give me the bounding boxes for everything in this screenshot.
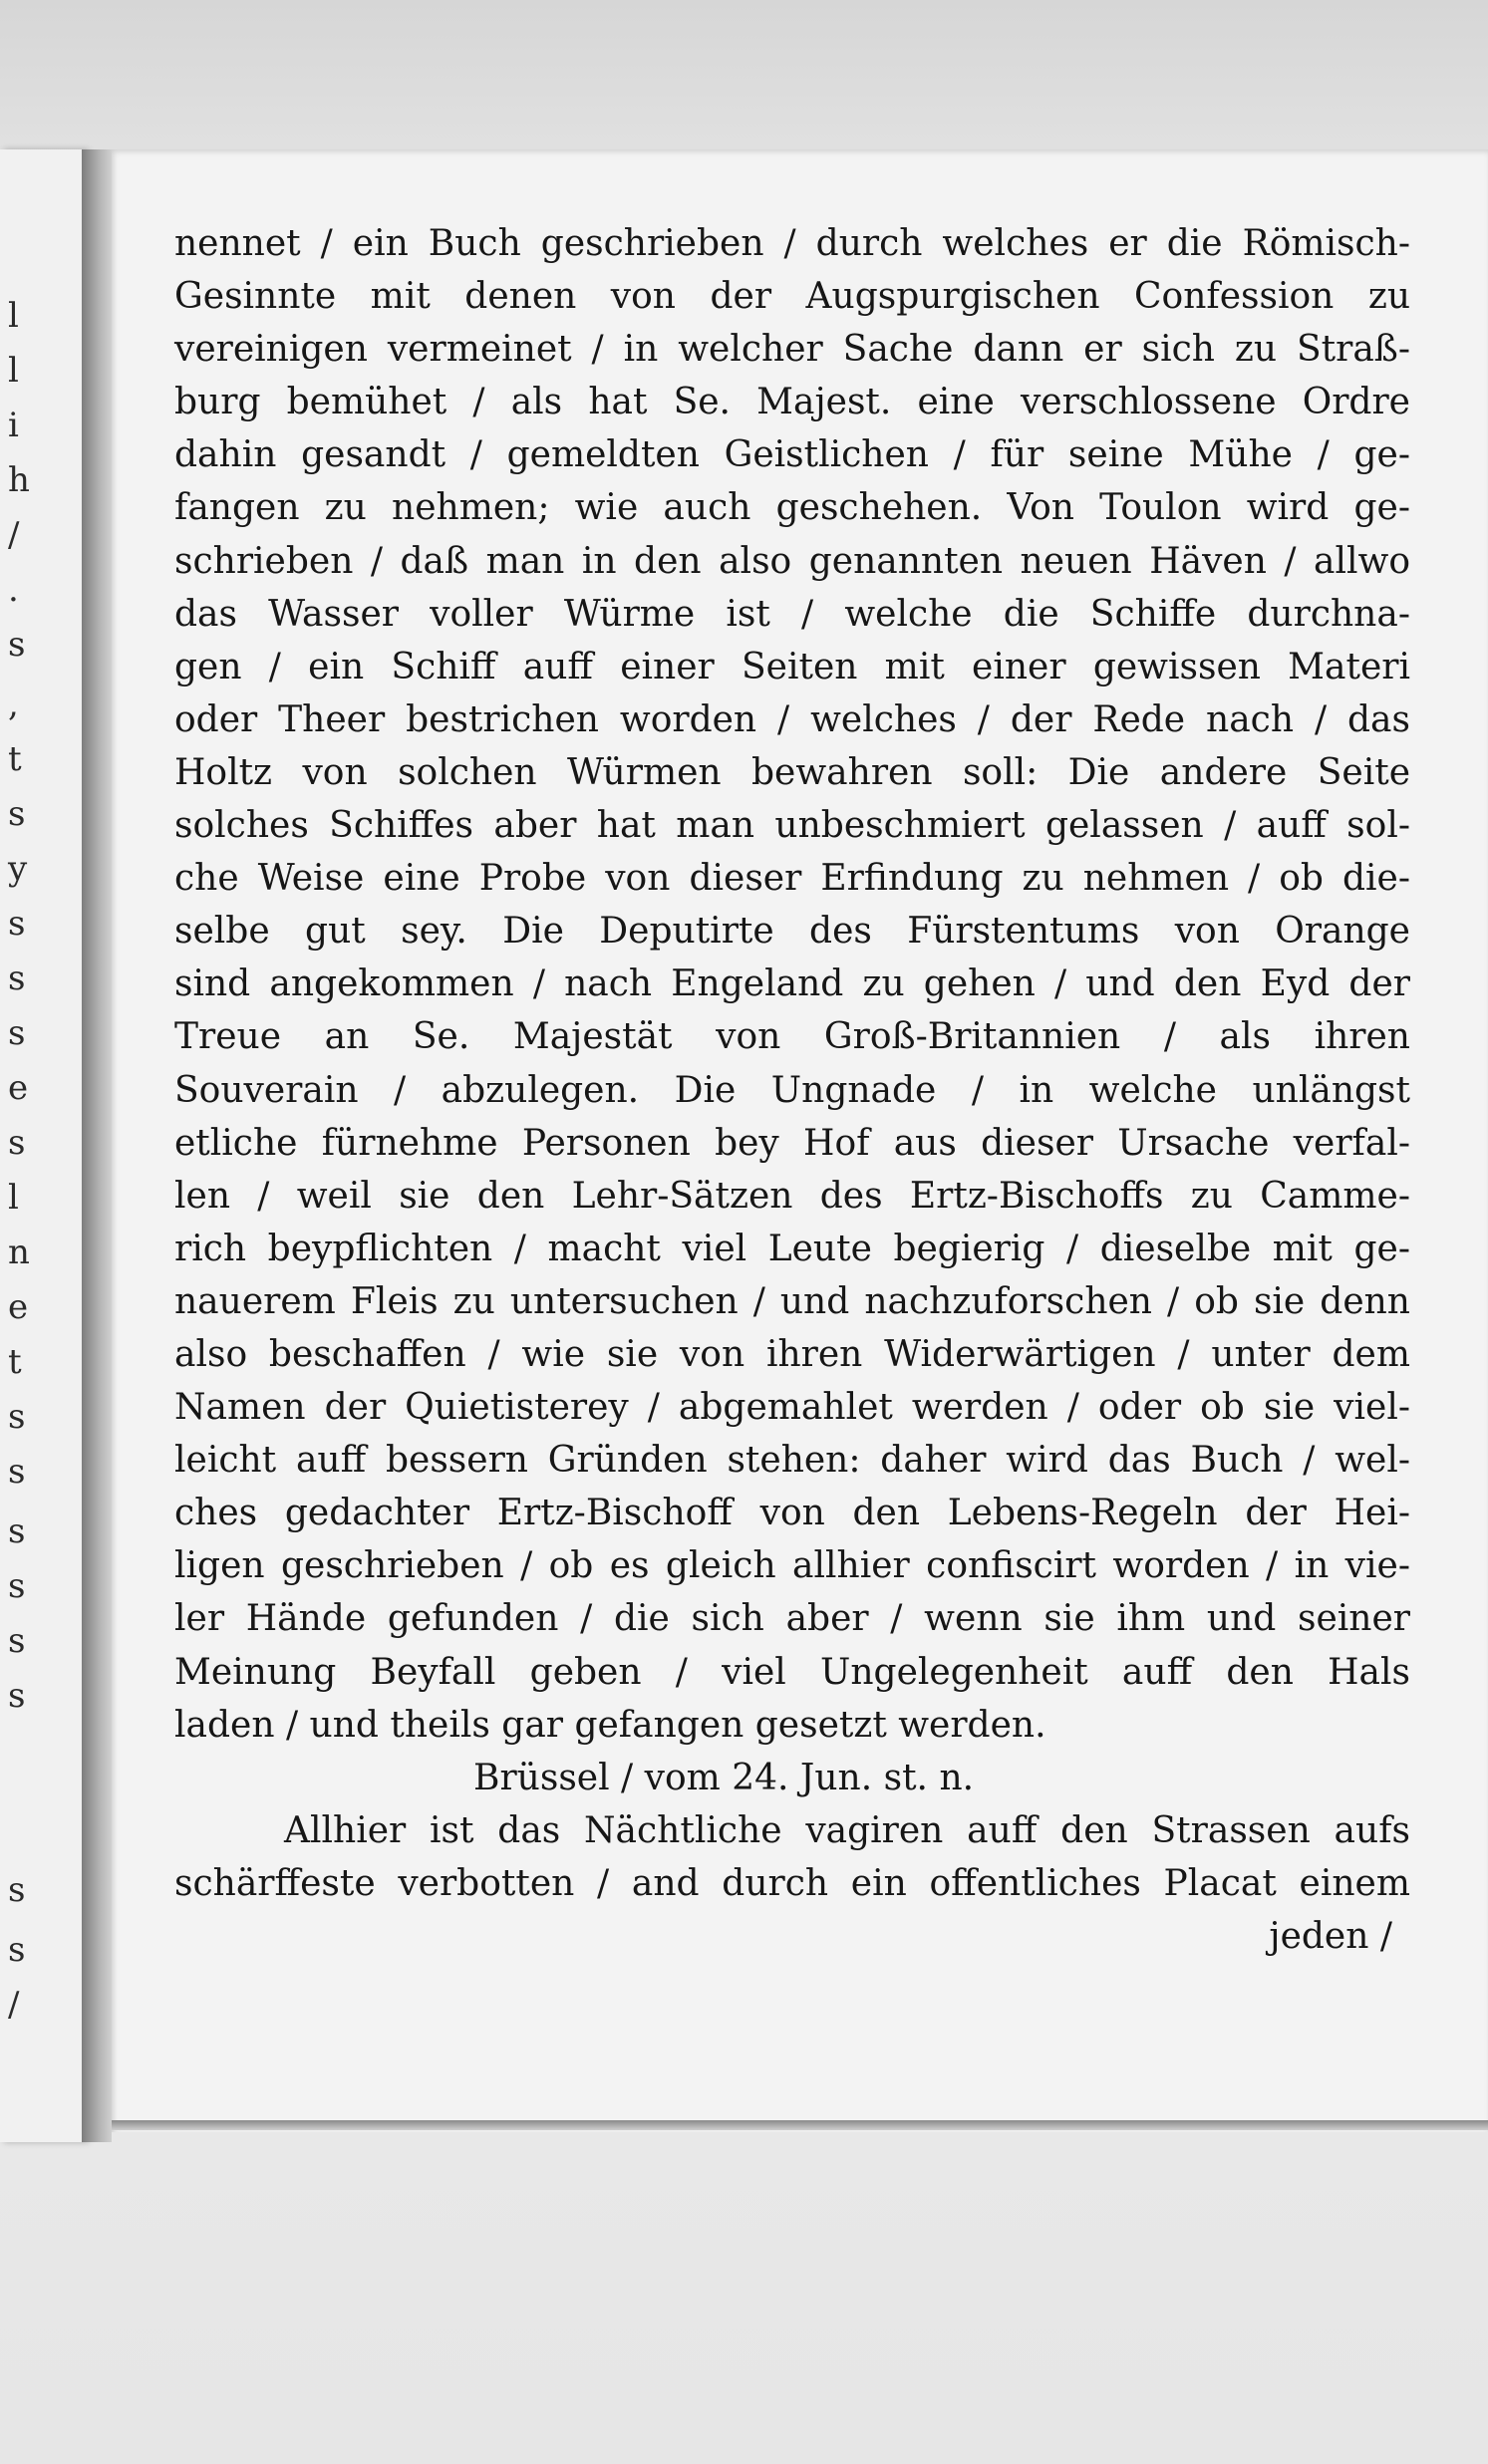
left-page-glyph: s	[8, 1621, 26, 1661]
left-page-glyph: /	[8, 1985, 20, 2025]
text-line: len / weil sie den Lehr-Sätzen des Ertz-Bischoffs zu Camme-	[174, 1175, 1410, 1217]
left-page-glyph: l	[8, 1178, 19, 1218]
text-line: nauerem Fleis zu untersuchen / und nachzuforschen / ob sie denn	[174, 1280, 1410, 1322]
text-line: nennet / ein Buch geschrieben / durch welches er die Römisch-	[174, 223, 1410, 264]
left-page-glyph: l	[8, 351, 19, 391]
text-line: schärffeste verbotten / and durch ein offentliches Placat einem	[174, 1862, 1410, 1904]
left-page-glyph: e	[8, 1287, 29, 1327]
text-line: Meinung Beyfall geben / viel Ungelegenheit auff den Hals	[174, 1651, 1410, 1693]
left-page-glyph: e	[8, 1068, 29, 1108]
page-bottom-shadow	[112, 2120, 1488, 2130]
left-page-glyph: s	[8, 1870, 26, 1910]
text-line: Treue an Se. Majestät von Groß-Britannien / als ihren	[174, 1016, 1410, 1058]
text-line: leicht auff bessern Gründen stehen: daher wird das Buch / wel-	[174, 1440, 1410, 1482]
left-page-glyph: s	[8, 1123, 26, 1163]
text-line: rich beypflichten / macht viel Leute begierig / dieselbe mit ge-	[174, 1228, 1410, 1269]
text-line: das Wasser voller Würme ist / welche die Schiffe durchna-	[174, 593, 1410, 635]
left-page-glyph: s	[8, 1013, 26, 1053]
text-line: Namen der Quietisterey / abgemahlet werden / oder ob sie viel-	[174, 1387, 1410, 1429]
text-line: Souverain / abzulegen. Die Ungnade / in welche unlängst	[174, 1069, 1410, 1111]
dateline-heading: Brüssel / vom 24. Jun. st. n.	[473, 1757, 975, 1798]
paragraph-1	[174, 217, 1410, 1752]
text-line: laden / und theils gar gefangen gesetzt werden.	[174, 1704, 1046, 1746]
left-page-glyph: n	[8, 1232, 30, 1272]
left-page-glyph: l	[8, 296, 19, 336]
left-page-glyph: t	[8, 1342, 22, 1382]
left-page-glyph: s	[8, 958, 26, 998]
catchword: jeden /	[1269, 1916, 1392, 1957]
left-page-glyph: s	[8, 1676, 26, 1716]
text-line: che Weise eine Probe von dieser Erfindung zu nehmen / ob die-	[174, 858, 1410, 900]
left-page-glyph: t	[8, 739, 22, 779]
left-page-glyph: s	[8, 1511, 26, 1551]
text-line: sind angekommen / nach Engeland zu gehen / und den Eyd der	[174, 963, 1410, 1005]
text-line: Holtz von solchen Würmen bewahren soll: Die andere Seite	[174, 751, 1410, 793]
paper-top-edge	[0, 0, 1488, 159]
text-line: fangen zu nehmen; wie auch geschehen. Von Toulon wird ge-	[174, 487, 1410, 529]
text-line: also beschaffen / wie sie von ihren Widerwärtigen / unter dem	[174, 1333, 1410, 1375]
text-block	[174, 217, 1410, 1963]
left-page-glyph: i	[8, 406, 19, 445]
book-gutter	[82, 149, 112, 2142]
left-page-glyph: h	[8, 460, 30, 500]
left-page-glyph: s	[8, 1452, 26, 1492]
left-page-glyph: s	[8, 625, 26, 665]
paragraph-2	[174, 1804, 1410, 1910]
left-page-glyph: /	[8, 515, 20, 555]
text-line: Gesinnte mit denen von der Augspurgischen Confession zu	[174, 276, 1410, 318]
left-page-glyph: s	[8, 1566, 26, 1606]
text-line: burg bemühet / als hat Se. Majest. eine verschlossene Ordre	[174, 382, 1410, 423]
text-line: ches gedachter Ertz-Bischoff von den Lebens-Regeln der Hei-	[174, 1493, 1410, 1534]
left-page-glyph: ,	[8, 684, 19, 724]
left-page-glyph: y	[8, 849, 28, 889]
text-line: ler Hände gefunden / die sich aber / wenn sie ihm und seiner	[174, 1598, 1410, 1640]
text-line: dahin gesandt / gemeldten Geistlichen / für seine Mühe / ge-	[174, 434, 1410, 476]
left-page-glyph: s	[8, 1397, 26, 1437]
left-page-glyph: s	[8, 794, 26, 834]
text-line: Allhier ist das Nächtliche vagiren auff den Strassen aufs	[284, 1809, 1410, 1851]
text-line: etliche fürnehme Personen bey Hof aus dieser Ursache verfal-	[174, 1122, 1410, 1164]
text-line: solches Schiffes aber hat man unbeschmiert gelassen / auff sol-	[174, 805, 1410, 847]
left-page-edge	[0, 149, 85, 2142]
left-page-glyph: s	[8, 904, 26, 944]
text-line: selbe gut sey. Die Deputirte des Fürstentums von Orange	[174, 911, 1410, 953]
text-line: schrieben / daß man in den also genannten neuen Häven / allwo	[174, 540, 1410, 582]
text-line: vereinigen vermeinet / in welcher Sache dann er sich zu Straß-	[174, 329, 1410, 371]
text-line: gen / ein Schiff auff einer Seiten mit einer gewissen Materi	[174, 646, 1410, 687]
left-page-glyph: s	[8, 1930, 26, 1970]
text-line: oder Theer bestrichen worden / welches / der Rede nach / das	[174, 698, 1410, 740]
text-line: ligen geschrieben / ob es gleich allhier confiscirt worden / in vie-	[174, 1545, 1410, 1587]
left-page-glyph: .	[8, 570, 19, 610]
